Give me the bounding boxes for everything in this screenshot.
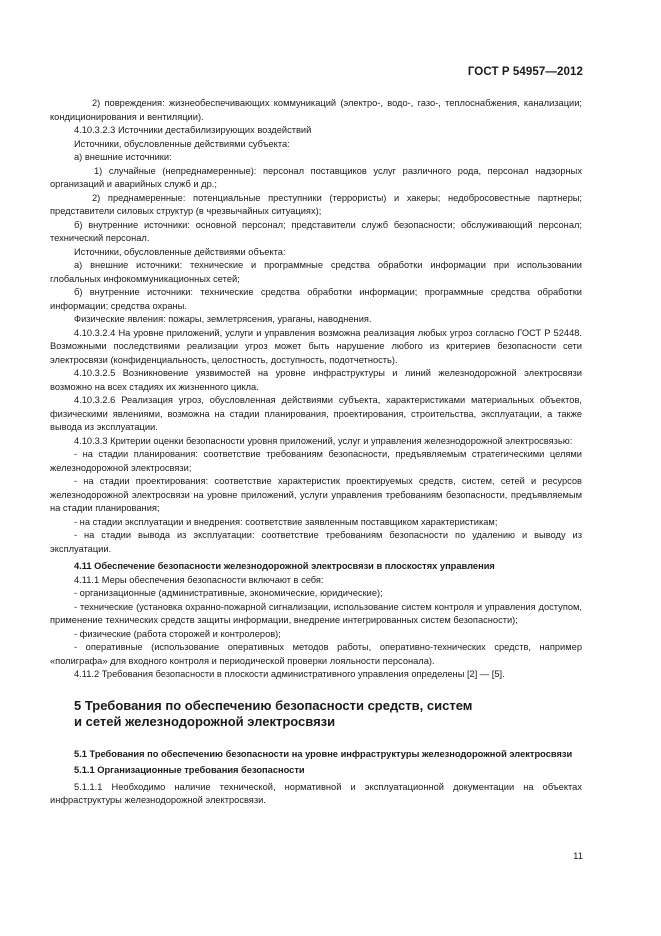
paragraph: 2) повреждения: жизнеобеспечивающих коммуникаций (электро-, водо-, газо-, теплоснабжения, канализации; кондиционирования и вентиляции). xyxy=(50,98,582,122)
list-item: б) внутренние источники: основной персонал; представители служб безопасности; обслуживающий персонал; технический персонал. xyxy=(50,219,582,243)
list-item: б) внутренние источники: технические средства обработки информации; программные средства обработки информации; средства охраны. xyxy=(50,287,582,311)
clause-heading: 4.10.3.2.3 Источники дестабилизирующих воздействий xyxy=(74,125,312,135)
clause: 4.10.3.2.4 На уровне приложений, услуги и управления возможна реализация любых угроз согласно ГОСТ Р 52448. Возможными последствиями реализации угроз может быть нарушение любого из критериев безопасности сети электросвязи (конфиденциальность, целостность, доступность, подотчетность). xyxy=(50,327,582,365)
list-item: а) внешние источники: xyxy=(74,152,172,162)
list-item: - технические (установка охранно-пожарной сигнализации, использование систем контроля и управления доступом, применение технических средств защиты информации, внедрение интегрированных систем безопасности); xyxy=(50,601,582,625)
subsection-heading-5-1: 5.1 Требования по обеспечению безопасности на уровне инфраструктуры железнодорожной электросвязи xyxy=(74,748,573,759)
list-item: а) внешние источники: технические и программные средства обработки информации при использовании глобальных инфокоммуникационных сетей; xyxy=(50,260,582,284)
list-item: 1) случайные (непреднамеренные): персонал поставщиков услуг различного рода, персонал надзорных организаций и аварийных служб и др.; xyxy=(50,165,582,189)
page-number: 11 xyxy=(573,851,583,862)
clause: 4.11.1 Меры обеспечения безопасности включают в себя: xyxy=(74,574,324,585)
clause: 4.10.3.2.6 Реализация угроз, обусловленная действиями субъекта, характеристиками материальных объектов, физическими явлениями, возможна на стадии планирования, проектирования, строительства, эксплуатации, а также вывода из эксплуатации. xyxy=(50,395,582,432)
clause: 4.10.3.3 Критерии оценки безопасности уровня приложений, услуг и управления железнодорожной электросвязью: xyxy=(74,435,573,446)
document-header: ГОСТ Р 54957—2012 xyxy=(467,66,583,78)
clause: 4.11.2 Требования безопасности в плоскости административного управления определены [2] — [5]. xyxy=(74,669,505,679)
paragraph: Физические явления: пожары, землетрясения, ураганы, наводнения. xyxy=(74,314,372,324)
list-item: - на стадии эксплуатации и внедрения: соответствие заявленным поставщиком характеристикам; xyxy=(74,516,498,527)
list-item: - на стадии планирования: соответствие требованиям безопасности, предъявляемым стратегическими целями железнодорожной электросвязи; xyxy=(50,449,582,473)
section-heading-5: 5 Требования по обеспечению безопасности средств, систем и сетей железнодорожной электросвязи xyxy=(74,697,473,729)
document-body xyxy=(50,97,582,808)
clause: 5.1.1.1 Необходимо наличие технической, нормативной и эксплуатационной документации на объектах инфраструктуры железнодорожной электросвязи. xyxy=(50,781,582,805)
list-item: - организационные (административные, экономические, юридические); xyxy=(74,588,383,598)
subsection-heading-5-1-1: 5.1.1 Организационные требования безопасности xyxy=(74,765,305,775)
list-item: - на стадии проектирования: соответствие характеристик проектируемых средств, систем, сетей и ресурсов железнодорожной электросвязи на уровне приложений, услуги управления требованиям безопасности, предъявляемым на стадии планирования; xyxy=(50,476,582,513)
section-heading-4-11: 4.11 Обеспечение безопасности железнодорожной электросвязи в плоскостях управления xyxy=(74,561,495,571)
list-item: - оперативные (использование оперативных методов работы, оперативно-технических средств, например «полиграфа» для входного контроля и периодической проверки лояльности персонала). xyxy=(50,642,582,666)
clause: 4.10.3.2.5 Возникновение уязвимостей на уровне инфраструктуры и линий железнодорожной электросвязи возможно на всех стадиях их жизненного цикла. xyxy=(50,368,582,392)
paragraph: Источники, обусловленные действиями субъекта: xyxy=(74,138,290,149)
paragraph: Источники, обусловленные действиями объекта: xyxy=(74,246,286,257)
list-item: 2) преднамеренные: потенциальные преступники (террористы) и хакеры; недобросовестные партнеры; представители силовых структур (в чрезвычайных ситуациях); xyxy=(50,192,582,216)
list-item: - физические (работа сторожей и контролеров); xyxy=(74,628,281,639)
list-item: - на стадии вывода из эксплуатации: соответствие требованиям безопасности по удалению и выводу из эксплуатации. xyxy=(50,530,582,554)
